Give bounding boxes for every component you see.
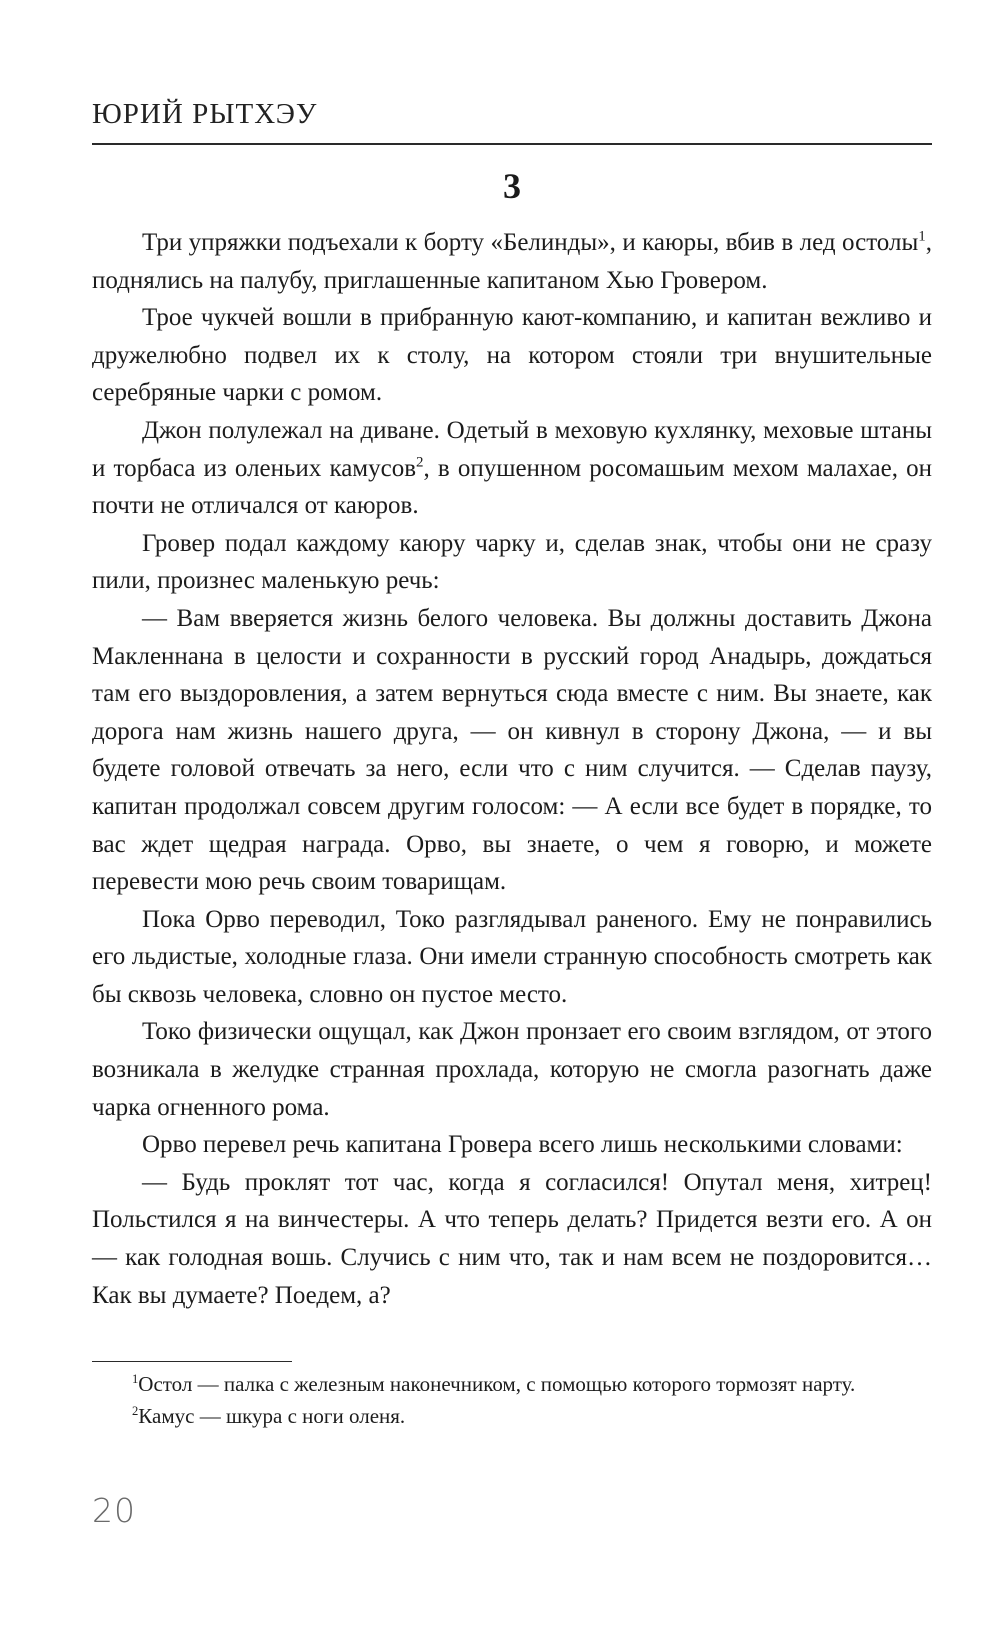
text-run: Пока Орво переводил, Токо разглядывал раненого. Ему не понравились его льдистые, холодные глаза. Они имели странную способность смотреть как бы сквозь человека, словно он пустое место. bbox=[92, 905, 932, 1008]
paragraph bbox=[92, 412, 932, 525]
footnotes bbox=[92, 1368, 932, 1432]
footnote bbox=[92, 1400, 932, 1432]
text-run: Джон полулежал на диване. Одетый в меховую кухлянку, меховые штаны и торбаса из оленьих камусов bbox=[92, 416, 932, 482]
paragraph bbox=[92, 1164, 932, 1314]
text-run: Орво перевел речь капитана Гровера всего лишь несколькими словами: bbox=[142, 1131, 903, 1159]
paragraph bbox=[92, 901, 932, 1014]
footnote-marker: 2 bbox=[132, 1404, 139, 1418]
footnote-ref: 1 bbox=[918, 228, 926, 245]
text-run: Токо физически ощущал, как Джон пронзает его своим взглядом, от этого возникала в желудке странная прохлада, которую не смогла разогнать даже чарка огненного рома. bbox=[92, 1018, 932, 1121]
paragraph bbox=[92, 525, 932, 600]
text-run: Три упряжки подъехали к борту «Белинды», и каюры, вбив в лед остолы bbox=[142, 229, 919, 256]
text-run: , поднялись на палубу, приглашенные капитаном Хью Гровером. bbox=[92, 229, 932, 294]
running-head: ЮРИЙ РЫТХЭУ bbox=[92, 98, 318, 130]
text-run: — Вам вверяется жизнь белого человека. Вы должны доставить Джона Макленнана в целости и сохранности в русский город Анадырь, дождаться там его выздоровления, а затем вернуться сюда вместе с ним. Вы знаете, как дорога нам жизнь нашего друга, — он кивнул в сторону Джона, — и вы будете головой отвечать за него, если что с ним случится. — Сделав паузу, капитан продолжал совсем другим голосом: — А если все будет в порядке, то вас ждет щедрая награда. Орво, вы знаете, о чем я говорю, и можете перевести мою речь своим товарищам. bbox=[92, 604, 932, 896]
paragraph bbox=[92, 1126, 932, 1164]
page-number: 20 bbox=[92, 1491, 136, 1530]
footnote bbox=[92, 1368, 932, 1400]
text-run: — Будь проклят тот час, когда я согласился! Опутал меня, хитрец! Польстился я на винчестеры. А что теперь делать? Придется везти его. А он — как голодная вошь. Случись с ним что, так и нам всем не поздоровится… Как вы думаете? Поедем, а? bbox=[92, 1168, 932, 1309]
text-run: , в опушенном росомашьим мехом малахае, он почти не отличался от каюров. bbox=[92, 454, 933, 520]
text-run: Гровер подал каждому каюру чарку и, сделав знак, чтобы они не сразу пили, произнес маленькую речь: bbox=[92, 529, 932, 595]
paragraph bbox=[92, 299, 932, 412]
paragraph bbox=[92, 224, 932, 299]
header-rule bbox=[92, 143, 932, 145]
text-run: Трое чукчей вошли в прибранную кают-компанию, и капитан вежливо и дружелюбно подвел их к столу, на котором стояли три внушительные серебряные чарки с ромом. bbox=[92, 304, 932, 407]
footnote-text: Остол — палка с железным наконечником, с помощью которого тормозят нарту. bbox=[138, 1372, 856, 1396]
paragraph bbox=[92, 1013, 932, 1126]
footnote-ref: 2 bbox=[416, 454, 424, 471]
footnote-marker: 1 bbox=[132, 1372, 139, 1386]
paragraph bbox=[92, 600, 932, 901]
footnote-rule bbox=[92, 1361, 292, 1362]
footnote-text: Камус — шкура с ноги оленя. bbox=[138, 1404, 406, 1428]
chapter-number: 3 bbox=[503, 166, 521, 206]
body-text bbox=[92, 224, 932, 1314]
